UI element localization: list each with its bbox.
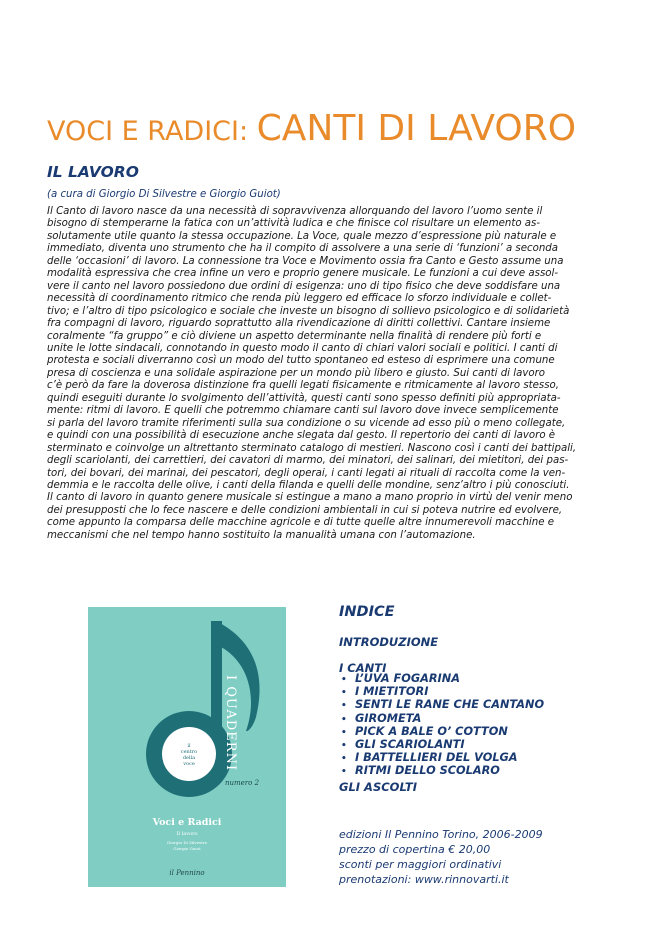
body-line: immediato, diventa uno strumento che ha il compito di assolvere a una serie di ‘funzioni’ a seconda [47,243,559,255]
song-title: PICK A BALE O’ COTTON [355,724,508,738]
circle-text: il [187,743,191,749]
body-line: dei presupposti che lo fece nascere e delle condizioni ambientali in cui si poteva nutrire ed evolvere, [47,504,563,516]
cover-number: numero 2 [225,779,260,787]
body-line: delle ‘occasioni’ di lavoro. La connessione tra Voce e Movimento ossia fra Canto e Gesto assume una [47,255,564,267]
body-line: sterminato e coinvolge un altrettanto sterminato catalogo di mestieri. Nascono così i canti dei battipali, [47,442,577,454]
section-heading: IL LAVORO [47,163,139,181]
body-line: si parla del lavoro tramite riferimenti sulla sua condizione o su vicende ad esso più o meno collegate, [47,417,566,429]
body-paragraph [47,206,617,542]
circle-text: della [182,755,196,761]
cover-authors [88,840,286,852]
index-introduction: INTRODUZIONE [339,635,439,649]
title-prefix: VOCI E RADICI: [47,116,257,147]
body-line: mente: ritmi di lavoro. E quelli che potremmo chiamare canti sul lavoro dove invece semplicemente [47,405,559,417]
index-canti-label: I CANTI [339,661,387,675]
body-line: Il canto di lavoro in quanto genere musicale si estingue a mano a mano proprio in virtù del venir meno [47,492,573,504]
title-main: CANTI DI LAVORO [256,108,577,149]
index-panel [339,604,639,886]
body-line: bisogno di stemperarne la fatica con un’attività ludica e che finisce col risultare un elemento as- [47,218,541,230]
booking-line: prenotazioni: www.rinnovarti.it [339,873,509,886]
song-title: L’UVA FOGARINA [355,672,460,685]
bullet-icon: • [341,701,347,712]
cover-author: Giorgio Di Silvestre [167,840,207,845]
publisher-logo: il Pennino [169,869,205,877]
song-title: GIROMETA [355,711,422,725]
body-line: c’è però da fare la doverosa distinzione fra quelli legati fisicamente e ritmicamente al lavoro stesso, [47,380,559,392]
bullet-icon: • [341,741,347,752]
body-line: meccanismi che nel tempo hanno sostituito la manualità umana con l’automazione. [47,529,476,541]
cover-series-title: I QUADERNI [223,675,238,772]
bullet-icon: • [341,754,347,765]
bullet-icon: • [341,727,347,738]
body-line: solutamente utile quanto la stessa occupazione. La Voce, quale mezzo d’espressione più naturale e [47,230,557,242]
circle-text: voce [183,761,195,767]
book-cover [88,607,286,887]
body-line: unite le lotte sindacali, connotando in questo modo il canto di chiari valori sociali e politici. I canti di [47,342,558,354]
list-item [339,765,544,778]
body-line: vere il canto nel lavoro possiedono due ordini di esigenza: uno di tipo fisico che deve soddisfare una [47,280,561,292]
body-line: degli scariolanti, dei carrettieri, dei cavatori di marmo, dei minatori, dei salinari, dei mietitori, dei pas- [47,455,569,467]
bullet-icon: • [341,688,347,699]
body-line: quindi eseguiti durante lo svolgimento dell’attività, questi canti sono spesso definiti più appropriata- [47,392,561,404]
publication-info [339,827,543,887]
body-line: tori, dei bovari, dei marinai, dei pescatori, degli operai, i canti legati ai rituali di raccolta come la ven- [47,467,566,479]
publisher-line: edizioni Il Pennino Torino, 2006-2009 [339,828,543,841]
song-title: I MIETITORI [355,685,429,699]
price-line: prezzo di copertina € 20,00 [339,843,491,856]
index-ascolti: GLI ASCOLTI [339,780,417,794]
body-line: presa di coscienza e una solidale aspirazione per un mondo più libero e giusto. Sui canti di lavoro [47,367,546,379]
body-line: coralmente “fa gruppo” e ciò diviene un aspetto determinante nella finalità di rendere più forti e [47,330,542,342]
circle-text: centro [180,749,198,755]
bullet-icon: • [341,675,347,685]
cover-author: Giorgio Guiot [173,846,201,851]
page-title [47,108,576,149]
bullet-icon: • [341,714,347,725]
bullet-icon: • [341,767,347,778]
cover-subtitle: Il lavoro [176,831,198,837]
body-line: come appunto la comparsa delle macchine agricole e di tutte quelle altre innumerevoli macchine e [47,517,554,529]
body-line: demmia e le raccolta delle olive, i canti della filanda e quelli delle mondine, senz’altro i più conosciuti. [47,479,570,491]
discount-line: sconti per maggiori ordinativi [339,858,502,871]
song-title: SENTI LE RANE CHE CANTANO [355,698,545,712]
song-title: RITMI DELLO SCOLARO [355,764,500,778]
body-line: protesta e sociali diverranno così un modo del tutto spontaneo ed esteso di esprimere una comune [47,355,555,367]
body-line: tivo; e l’altro di tipo psicologico e sociale che investe un bisogno di sollievo psicologico e di solidarietà [47,305,570,317]
body-line: e quindi con una possibilità di esecuzione anche slegata dal gesto. Il repertorio dei canti di lavoro è [47,430,556,442]
body-line: fra compagni di lavoro, riguardo soprattutto alla rivendicazione di diritti collettivi. Cantare insieme [47,318,551,330]
song-title: GLI SCARIOLANTI [355,738,465,752]
cover-title: Voci e Radici [152,817,222,828]
body-line: Il Canto di lavoro nasce da una necessità di sopravvivenza allorquando del lavoro l’uomo sente il [47,206,543,217]
song-list [339,673,544,779]
section-credit: (a cura di Giorgio Di Silvestre e Giorgio Guiot) [47,189,281,200]
body-line: modalità espressiva che crea infine un vero e proprio genere musicale. Le funzioni a cui deve assol- [47,268,559,280]
index-heading: INDICE [339,604,395,620]
song-title: I BATTELLIERI DEL VOLGA [355,751,518,765]
body-line: necessità di coordinamento ritmico che renda più leggero ed efficace lo sforzo individuale e collet- [47,293,552,305]
